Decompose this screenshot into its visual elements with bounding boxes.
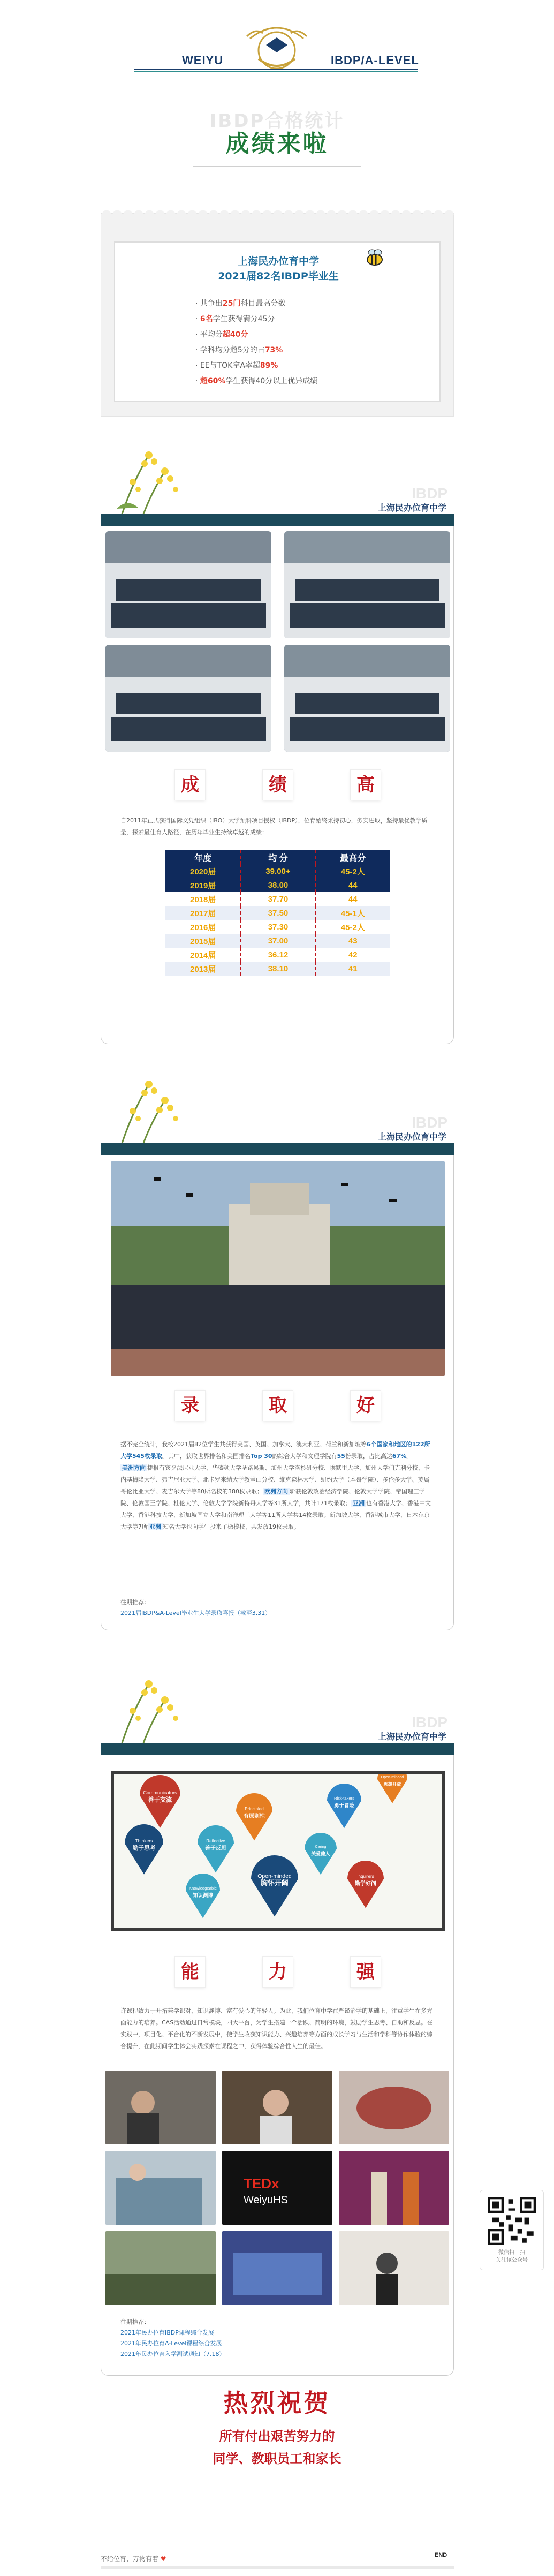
learner-profile-pin bbox=[198, 1825, 234, 1872]
pin-label-cn: 有原则性 bbox=[244, 1814, 265, 1819]
pin-label-en: Risk-takers bbox=[333, 1796, 355, 1801]
table-cell: 43 bbox=[315, 934, 390, 948]
page-title: 成绩来啦 bbox=[225, 130, 329, 157]
table-cell: 37.70 bbox=[241, 892, 315, 906]
pin-label-en: Reflective bbox=[206, 1839, 225, 1844]
section-band bbox=[101, 1143, 454, 1155]
score-table bbox=[165, 850, 390, 976]
learner-profile-pin bbox=[377, 1774, 407, 1803]
activity-photo bbox=[339, 2071, 449, 2144]
pin-label-en: Open-minded bbox=[381, 1776, 404, 1779]
pin-label-cn: 知识渊博 bbox=[193, 1893, 213, 1899]
section-heading bbox=[101, 770, 454, 800]
section-heading bbox=[101, 1957, 454, 1987]
summary-inner bbox=[114, 241, 441, 402]
group-photo bbox=[105, 531, 271, 638]
learner-profile-svg bbox=[114, 1774, 442, 1928]
related-links-label: 往期推荐： bbox=[120, 1599, 150, 1606]
section-paragraph: 据不完全统计，我校2021届82位学生共获得美国、英国、加拿大、澳大利亚、荷兰和新加坡等6个国家和地区的122所大学545枚录取。其中，获取世界排名和美国排名Top 30的综合大学和文理学院有55份录取，占比高达67%。 美洲方向 捷报有宾夕法尼亚大学、华盛顿大学圣路易斯、加州大学洛杉矶分校、埃默里大学、加州大学伯克利分校、卡内基梅隆大学、弗吉尼亚大学、北卡罗来纳大学教堂山分校、维克森林大学、纽约大学（本哥学院）、多伦多大学、英属哥伦比亚大学、麦吉尔大学等80所名校的380枚录取； 欧洲方向 斩获伦敦政治经济学院、伦敦大学学院、帝国理工学院、伦敦国王学院、杜伦大学、伦敦大学学院新特丹大学等31所大学，共计171枚录取； 亚洲 也有香港大学、香港中文大学、香港科技大学、新加坡国立大学和南洋理工大学等11所大学共14枚录取；新加坡大学、香港城市大学、日本东京大学等7所 亚洲 知名大学也向学生投来了橄榄枝，共发放19枚录取。 bbox=[120, 1441, 431, 1530]
activity-photo bbox=[339, 2231, 449, 2305]
table-cell: 2018届 bbox=[165, 892, 241, 906]
section-ghost-label: IBDP bbox=[412, 485, 447, 502]
activity-photo bbox=[222, 2071, 332, 2144]
section-paragraph: 许课程致力于开拓兼学识对、知识渊博、富有爱心的年轻人。为此，我们位育中学在严谨治学的基础上，注重学生在多方面能力的培养。CAS活动通过日常模块，四大平台，为学生搭建一个活跃、简明的环境，鼓励学生思考、自助和反思。在实践中，项目化、平台化的不断发展中，使学生收获知识能力、兴趣培养等方面的成长学习与生活和学科等协作体验的综合提升，在此期间学生体会实践探索在课程之中，获得体验综合性人生的最佳。 bbox=[120, 2007, 433, 2050]
table-cell: 44 bbox=[315, 892, 390, 906]
heart-icon: ♥ bbox=[160, 2555, 166, 2563]
footer-end: END bbox=[435, 2552, 447, 2558]
summary-item: · 超60%学生获得40分以上优异成绩 bbox=[195, 377, 318, 386]
summary-item: · 平均分超40分 bbox=[195, 330, 248, 339]
group-photo bbox=[284, 645, 450, 752]
title-ghost: IBDP合格统计 bbox=[209, 110, 345, 132]
table-cell: 2016届 bbox=[165, 920, 241, 934]
footer-bar bbox=[101, 2566, 454, 2569]
table-cell: 39.00+ bbox=[241, 864, 315, 878]
school-logo bbox=[239, 17, 314, 76]
summary-item: · EE与TOK拿A率超89% bbox=[195, 361, 278, 370]
table-cell: 37.50 bbox=[241, 906, 315, 920]
section-school-label: 上海民办位育中学 bbox=[377, 1732, 446, 1742]
section-band bbox=[101, 1743, 454, 1755]
table-cell: 2013届 bbox=[165, 962, 241, 976]
table-cell: 44 bbox=[315, 878, 390, 892]
heading-char: 绩 bbox=[263, 770, 293, 800]
table-row bbox=[165, 892, 390, 906]
table-row bbox=[165, 864, 390, 878]
table-cell: 2015届 bbox=[165, 934, 241, 948]
summary-cohort: 2021届82名IBDP毕业生 bbox=[218, 270, 339, 282]
pin-label-en: Inquirers bbox=[357, 1874, 374, 1879]
related-links bbox=[120, 2317, 225, 2360]
pin-label-en: Thinkers bbox=[135, 1838, 153, 1844]
pin-label-cn: 勤于思考 bbox=[132, 1845, 156, 1852]
related-link[interactable]: 2021年民办位育A-Level课程综合发展 bbox=[120, 2340, 222, 2347]
tedx-photo bbox=[222, 2151, 332, 2225]
pin-label-en: Caring bbox=[315, 1845, 327, 1849]
table-header: 年度 bbox=[165, 850, 241, 864]
table-cell: 45-1人 bbox=[315, 906, 390, 920]
summary-item: · 学科均分超5分的占73% bbox=[195, 346, 283, 354]
qr-card[interactable] bbox=[480, 2190, 544, 2270]
pin-label-cn: 关爱他人 bbox=[311, 1852, 330, 1857]
svg-text:WeiyuHS: WeiyuHS bbox=[244, 2194, 288, 2206]
section-ghost-label: IBDP bbox=[412, 1114, 447, 1131]
table-cell: 45-2人 bbox=[315, 864, 390, 878]
pin-label-en: Open-minded bbox=[257, 1874, 292, 1879]
heading-char: 好 bbox=[351, 1391, 381, 1421]
learner-profile-pin bbox=[140, 1775, 180, 1828]
section-heading bbox=[101, 1391, 454, 1421]
congrats-title: 热烈祝贺 bbox=[223, 2389, 331, 2418]
heading-char: 强 bbox=[351, 1957, 381, 1987]
table-cell: 37.30 bbox=[241, 920, 315, 934]
summary-school: 上海民办位育中学 bbox=[237, 255, 319, 267]
card-scallop-edge bbox=[101, 208, 454, 215]
related-link[interactable]: 2021年民办位育IBDP课程综合发展 bbox=[120, 2329, 214, 2336]
header-divider-accent bbox=[134, 71, 418, 72]
school-name-right: IBDP/A-LEVEL bbox=[331, 54, 419, 67]
table-cell: 2014届 bbox=[165, 948, 241, 962]
group-photo bbox=[284, 531, 450, 638]
table-row bbox=[165, 920, 390, 934]
table-cell: 2019届 bbox=[165, 878, 241, 892]
section-school-label: 上海民办位育中学 bbox=[377, 1132, 446, 1142]
pin-label-cn: 勤学好问 bbox=[355, 1881, 376, 1887]
section-paragraph: 自2011年正式获得国际文凭组织（IBO）大学预科项目授权（IBDP），位育始终秉持初心，务实进取，坚持最优教学质量，探索最佳育人路径，在历年毕业生持续卓越的成绩： bbox=[120, 817, 428, 836]
group-photo bbox=[105, 645, 271, 752]
summary-item: · 共争出25门科目最高分数 bbox=[195, 299, 286, 308]
section-scores bbox=[101, 434, 454, 1044]
table-cell: 38.10 bbox=[241, 962, 315, 976]
congrats-subtitle: 同学、教职员工和家长 bbox=[213, 2451, 341, 2466]
activity-photo bbox=[105, 2071, 216, 2144]
pin-label-cn: 胸怀开阔 bbox=[261, 1879, 289, 1887]
activity-photo bbox=[222, 2231, 332, 2305]
school-name-left: WEIYU bbox=[182, 54, 224, 67]
section-card bbox=[101, 526, 454, 1044]
table-row bbox=[165, 906, 390, 920]
related-link[interactable]: 2021年民办位育入学测试通知（7.18） bbox=[120, 2351, 225, 2358]
related-link[interactable]: 2021届IBDP&A-Level毕业生大学录取喜报（截至3.31） bbox=[120, 1610, 271, 1616]
footer-slogan: 不给位育，万物有着 ♥ bbox=[101, 2555, 166, 2563]
section-abilities bbox=[101, 1663, 454, 2396]
table-cell: 2020届 bbox=[165, 864, 241, 878]
summary-card bbox=[101, 213, 454, 417]
heading-char: 录 bbox=[175, 1391, 205, 1421]
pin-label-cn: 善于交流 bbox=[148, 1796, 172, 1803]
heading-char: 高 bbox=[351, 770, 381, 800]
table-row bbox=[165, 878, 390, 892]
section-card bbox=[101, 1155, 454, 1630]
section-school-label: 上海民办位育中学 bbox=[377, 503, 446, 513]
learner-profile-pin bbox=[327, 1784, 361, 1828]
summary-list bbox=[195, 296, 317, 389]
section-admissions bbox=[101, 1063, 454, 1652]
section-card bbox=[101, 1755, 454, 2376]
table-header: 最高分 bbox=[315, 850, 390, 864]
qr-caption: 微信扫一扫 bbox=[498, 2250, 525, 2256]
qr-code-icon bbox=[488, 2197, 536, 2245]
related-links-label: 往期推荐： bbox=[120, 2318, 150, 2325]
table-row bbox=[165, 934, 390, 948]
activity-photo bbox=[339, 2151, 449, 2225]
section-ghost-label: IBDP bbox=[412, 1714, 447, 1731]
header-divider bbox=[134, 69, 418, 70]
heading-char: 力 bbox=[263, 1957, 293, 1987]
activity-photo bbox=[105, 2151, 216, 2225]
learner-profile-pin bbox=[347, 1861, 384, 1908]
learner-profile-pin bbox=[251, 1855, 298, 1916]
table-header: 均 分 bbox=[241, 850, 315, 864]
learner-profile-pin bbox=[236, 1793, 272, 1840]
heading-char: 取 bbox=[263, 1391, 293, 1421]
learner-profile-pin bbox=[186, 1874, 220, 1918]
heading-char: 能 bbox=[175, 1957, 205, 1987]
pin-label-en: Knowledgeable bbox=[188, 1886, 217, 1891]
table-row bbox=[165, 962, 390, 976]
table-cell: 42 bbox=[315, 948, 390, 962]
table-cell: 36.12 bbox=[241, 948, 315, 962]
congrats-subtitle: 所有付出艰苦努力的 bbox=[219, 2429, 335, 2444]
table-cell: 38.00 bbox=[241, 878, 315, 892]
learner-profile-pin bbox=[305, 1833, 337, 1875]
svg-text:TEDx: TEDx bbox=[244, 2175, 279, 2192]
related-links bbox=[120, 1597, 271, 1619]
pin-label-en: Principled bbox=[245, 1807, 264, 1811]
learner-profile-map bbox=[111, 1771, 445, 1931]
activity-photo bbox=[105, 2231, 216, 2305]
header bbox=[0, 0, 554, 107]
table-cell: 45-2人 bbox=[315, 920, 390, 934]
learner-profile-pin bbox=[125, 1824, 163, 1875]
qr-caption: 关注该公众号 bbox=[496, 2257, 528, 2263]
pin-label-cn: 勇于冒险 bbox=[334, 1803, 354, 1809]
table-cell: 2017届 bbox=[165, 906, 241, 920]
graduation-photo bbox=[111, 1161, 445, 1376]
bee-icon bbox=[361, 247, 388, 268]
table-row bbox=[165, 948, 390, 962]
table-cell: 37.00 bbox=[241, 934, 315, 948]
table-cell: 41 bbox=[315, 962, 390, 976]
pin-label-en: Communicators bbox=[143, 1790, 177, 1795]
pin-label-cn: 善于反思 bbox=[205, 1846, 226, 1852]
title-divider bbox=[193, 166, 361, 167]
summary-item: · 6名学生获得满分45分 bbox=[195, 315, 275, 323]
section-band bbox=[101, 514, 454, 526]
pin-label-cn: 思想开放 bbox=[383, 1781, 401, 1787]
heading-char: 成 bbox=[175, 770, 205, 800]
